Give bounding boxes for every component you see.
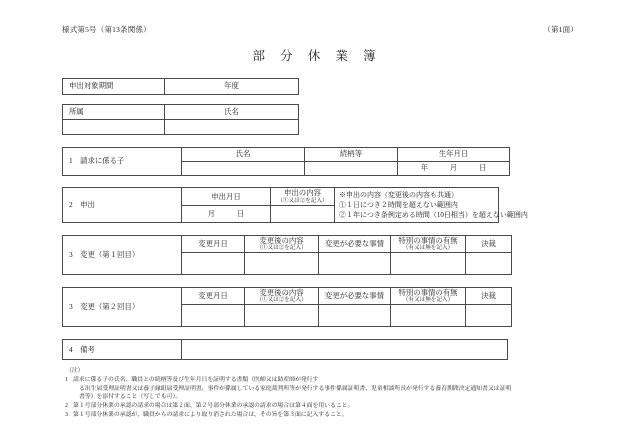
footnotes xyxy=(62,367,578,420)
application-note-line-3: ②１年につき条例定める時間（10日相当）を超えない範囲内 xyxy=(339,210,528,219)
application-note-line-1: ※申出の内容（変更後の内容も共通） xyxy=(339,190,458,199)
change-content-header-2 xyxy=(245,287,319,304)
application-day-unit: 日 xyxy=(237,209,245,218)
affiliation-input-cell[interactable] xyxy=(63,119,165,134)
footnote-number: 2 xyxy=(65,403,68,410)
application-section-label: 2 申出 xyxy=(63,187,182,222)
header-line xyxy=(62,26,578,34)
change-date-header-1: 変更月日 xyxy=(182,235,245,252)
footnote-line: る出生届受理証明書又は養子縁組届受理証明書、事件が係属している家庭裁判所等が発行する事件係属証明書、児童相談所長が発行する養育期間決定通知書又は証明 xyxy=(79,385,512,392)
application-note-line-2: ①１日につき２時間を超えない範囲内 xyxy=(339,200,458,209)
change-table-second xyxy=(62,287,512,327)
child-birth-input-cell[interactable] xyxy=(398,161,510,175)
change-special-header-main-2: 特別の事情の有無 xyxy=(398,288,458,298)
footnotes-heading: （注） xyxy=(66,367,84,374)
child-info-table xyxy=(62,147,510,176)
change-reason-input-cell-2[interactable] xyxy=(319,304,391,326)
footnote-item xyxy=(62,376,578,402)
table-row xyxy=(63,287,512,304)
application-note xyxy=(335,187,528,222)
change-reason-input-cell-1[interactable] xyxy=(319,252,391,274)
application-period-value[interactable]: 年度 xyxy=(165,78,299,94)
application-month-unit: 月 xyxy=(207,209,215,218)
table-row xyxy=(63,235,512,252)
change-date-header-2: 変更月日 xyxy=(182,287,245,304)
footnote-line: 書等）を添付すること（写しでも可）。 xyxy=(79,394,182,401)
change-content-input-cell-2[interactable] xyxy=(245,304,319,326)
change-date-input-cell-2[interactable] xyxy=(182,304,245,326)
table-row xyxy=(63,339,508,359)
footnote-text xyxy=(73,376,578,402)
change-content-header-sub-1: （①又は②を記入） xyxy=(256,245,307,252)
change-content-header-main-2: 変更後の内容 xyxy=(259,288,304,298)
name-header: 氏名 xyxy=(165,104,299,119)
change-special-input-cell-1[interactable] xyxy=(391,252,466,274)
change-section-label-2: 3 変更（第２回目） xyxy=(63,287,182,326)
remarks-input-cell[interactable] xyxy=(182,339,508,359)
change-content-header-sub-2: （①又は②を記入） xyxy=(256,297,307,304)
child-name-header: 氏名 xyxy=(182,147,305,161)
change-approval-header-2: 決裁 xyxy=(466,287,512,304)
footnote-number: 1 xyxy=(65,376,68,383)
footnote-number: 3 xyxy=(65,412,68,419)
table-row xyxy=(63,104,299,119)
application-table xyxy=(62,187,528,223)
birth-year-unit: 年 xyxy=(420,163,429,172)
child-relation-header: 続柄等 xyxy=(305,147,398,161)
remarks-label: 4 備考 xyxy=(63,339,182,359)
application-date-header: 申出月日 xyxy=(182,187,271,206)
change-table-first xyxy=(62,235,512,275)
application-content-header-sub: （①又は②を記入） xyxy=(277,197,328,204)
footnote-line: 第１号部分休業の承認の請求の場合は第２面、第２号部分休業の承認の請求の場合は第４面を用いること。 xyxy=(73,403,354,410)
change-reason-header-2: 変更が必要な事情 xyxy=(319,287,391,304)
affiliation-name-table xyxy=(62,104,299,135)
remarks-table xyxy=(62,339,508,360)
application-content-input-cell[interactable] xyxy=(271,206,335,223)
application-period-table xyxy=(62,78,299,95)
footnote-text xyxy=(73,402,578,411)
change-special-header-sub-1: （有又は無を記入） xyxy=(402,245,454,252)
birth-month-unit: 月 xyxy=(449,163,458,172)
change-date-input-cell-1[interactable] xyxy=(182,252,245,274)
change-approval-input-cell-1[interactable] xyxy=(466,252,512,274)
child-relation-input-cell[interactable] xyxy=(305,161,398,175)
application-content-header xyxy=(271,187,335,206)
footnote-text xyxy=(73,411,578,420)
page-mark: （第1面） xyxy=(543,25,578,34)
change-special-header-main-1: 特別の事情の有無 xyxy=(398,236,458,246)
footnote-item xyxy=(62,411,578,420)
change-special-header-sub-2: （有又は無を記入） xyxy=(402,297,454,304)
table-row xyxy=(63,147,510,161)
footnote-item xyxy=(62,402,578,411)
child-birth-header: 生年月日 xyxy=(398,147,510,161)
change-content-input-cell-1[interactable] xyxy=(245,252,319,274)
birth-day-unit: 日 xyxy=(478,163,487,172)
table-row xyxy=(63,78,299,94)
change-approval-input-cell-2[interactable] xyxy=(466,304,512,326)
change-content-header-main-1: 変更後の内容 xyxy=(259,236,304,246)
application-content-header-main: 申出の内容 xyxy=(284,188,321,198)
name-input-cell[interactable] xyxy=(165,119,299,134)
change-section-label-1: 3 変更（第１回目） xyxy=(63,235,182,274)
change-approval-header-1: 決裁 xyxy=(466,235,512,252)
form-code: 様式第5号（第13条関係） xyxy=(62,25,151,34)
footnote-line: 第１号部分休業の承認が、職員からの請求により取り消された場合は、その旨を第３面に記入すること。 xyxy=(73,412,348,419)
child-section-label: 1 請求に係る子 xyxy=(63,147,182,175)
change-special-header-1 xyxy=(391,235,466,252)
change-content-header-1 xyxy=(245,235,319,252)
table-row xyxy=(63,187,499,206)
table-row xyxy=(63,119,299,134)
change-reason-header-1: 変更が必要な事情 xyxy=(319,235,391,252)
footnote-line: 請求に係る子の氏名、職員との続柄等及び生年月日を証明する書類（医師又は助産師が発行す xyxy=(73,376,319,383)
affiliation-header: 所属 xyxy=(63,104,165,119)
child-name-input-cell[interactable] xyxy=(182,161,305,175)
page-title: 部 分 休 業 簿 xyxy=(252,48,382,63)
application-date-input-cell[interactable] xyxy=(182,206,271,223)
change-special-input-cell-2[interactable] xyxy=(391,304,466,326)
application-period-label: 申出対象期間 xyxy=(63,78,165,94)
change-special-header-2 xyxy=(391,287,466,304)
